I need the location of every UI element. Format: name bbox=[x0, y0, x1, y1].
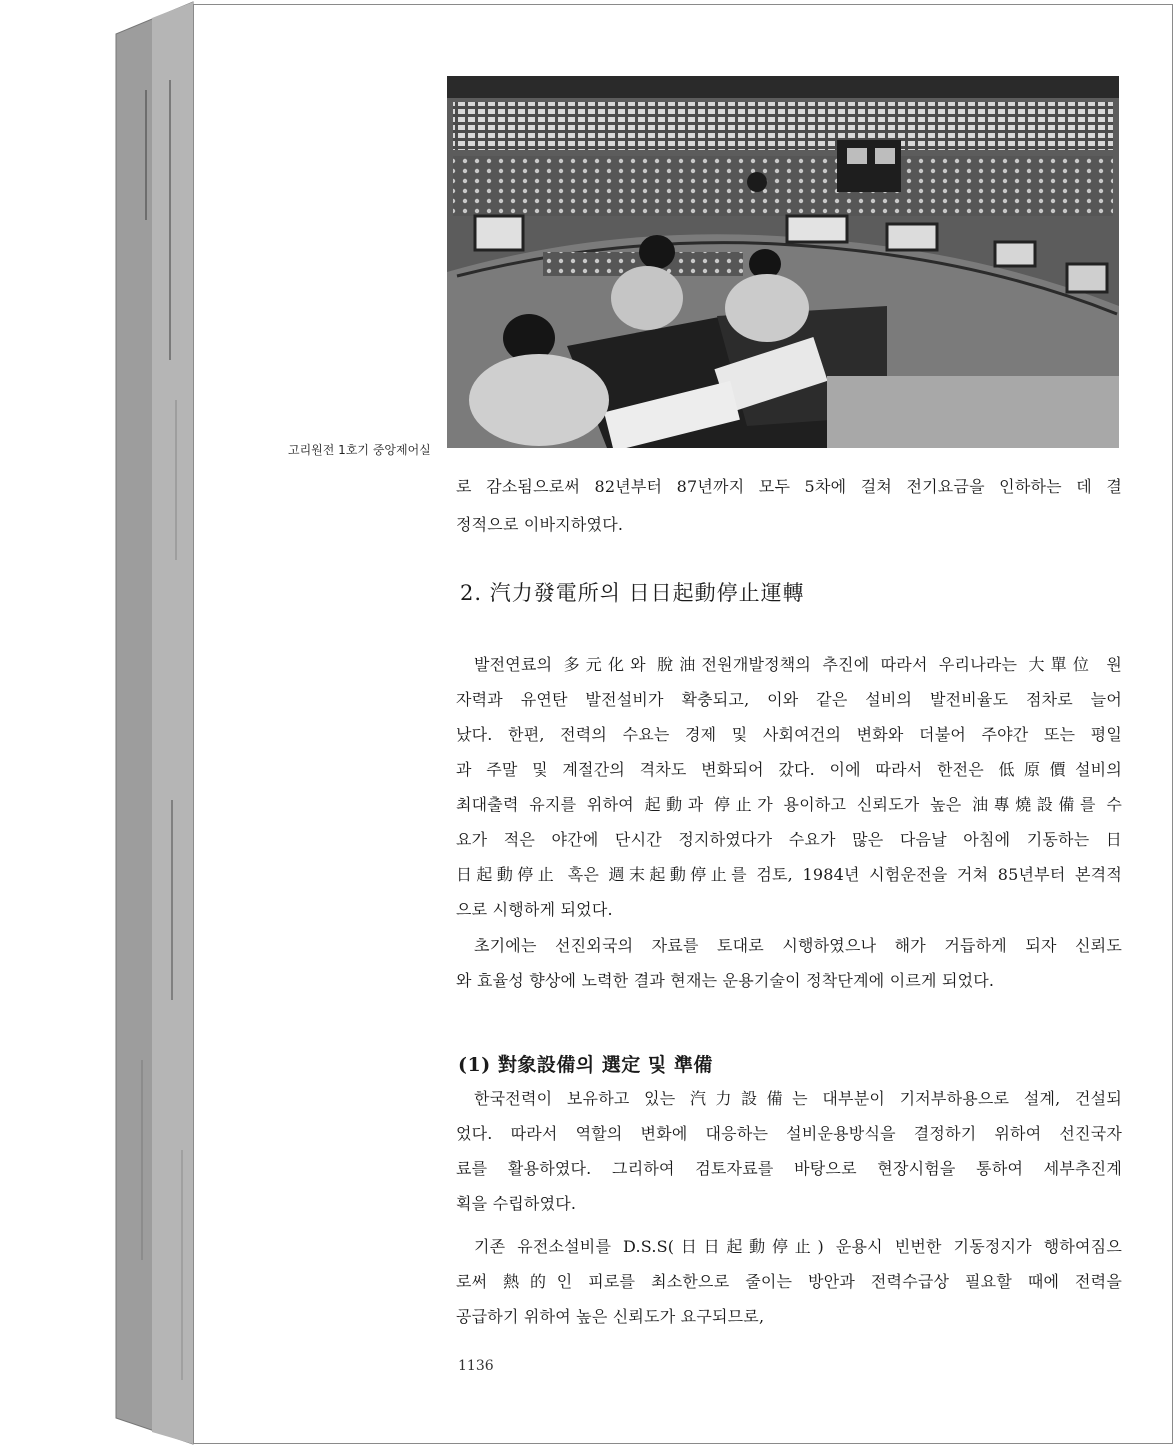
paragraph-line: 기존 유전소설비를 D.S.S(日日起動停止) 운용시 빈번한 기동정지가 행하여짐으 bbox=[474, 1237, 1122, 1256]
paragraph-line: 자력과 유연탄 발전설비가 확충되고, 이와 같은 설비의 발전비율도 점차로 늘어 bbox=[456, 690, 1122, 709]
paragraph-line: 로써 熱的인 피로를 최소한으로 줄이는 방안과 전력수급상 필요할 때에 전력을 bbox=[456, 1272, 1122, 1291]
paragraph-line: 최대출력 유지를 위하여 起動과 停止가 용이하고 신뢰도가 높은 油專燒設備를 수 bbox=[456, 795, 1122, 814]
book-page-edges bbox=[112, 0, 196, 1446]
paragraph-line: 료를 활용하였다. 그리하여 검토자료를 바탕으로 현장시험을 통하여 세부추진계 bbox=[456, 1159, 1122, 1178]
section-title: 2. 汽力發電所의 日日起動停止運轉 bbox=[460, 581, 805, 605]
page-number: 1136 bbox=[458, 1358, 494, 1374]
paragraph-line: 과 주말 및 계절간의 격차도 변화되어 갔다. 이에 따라서 한전은 低原價설비의 bbox=[456, 760, 1122, 779]
paragraph-line: 한국전력이 보유하고 있는 汽力設備는 대부분이 기저부하용으로 설계, 건설되 bbox=[474, 1089, 1122, 1108]
control-room-illustration bbox=[447, 76, 1119, 448]
paragraph-line: 었다. 따라서 역할의 변화에 대응하는 설비운용방식을 결정하기 위하여 선진국자 bbox=[456, 1124, 1122, 1143]
paragraph-line: 획을 수립하였다. bbox=[456, 1194, 577, 1213]
paragraph-line: 발전연료의 多元化와 脫油전원개발정책의 추진에 따라서 우리나라는 大單位 원 bbox=[474, 655, 1122, 674]
paragraph-line: 日起動停止 혹은 週末起動停止를 검토, 1984년 시험운전을 거쳐 85년부터 본격적 bbox=[456, 865, 1122, 884]
intro-line: 정적으로 이바지하였다. bbox=[456, 515, 624, 534]
paragraph-line: 으로 시행하게 되었다. bbox=[456, 900, 613, 919]
paragraph-line: 요가 적은 야간에 단시간 정지하였다가 수요가 많은 다음날 아침에 기동하는 日 bbox=[456, 830, 1122, 849]
control-room-photo bbox=[447, 76, 1119, 448]
photo-caption: 고리원전 1호기 중앙제어실 bbox=[288, 443, 431, 457]
paragraph-line: 났다. 한편, 전력의 수요는 경제 및 사회여건의 변화와 더불어 주야간 또는 평일 bbox=[456, 725, 1122, 744]
intro-line: 로 감소됨으로써 82년부터 87년까지 모두 5차에 걸쳐 전기요금을 인하하는 데 결 bbox=[456, 477, 1122, 496]
subsection-title: (1) 對象設備의 選定 및 準備 bbox=[458, 1054, 713, 1076]
paragraph-line: 초기에는 선진외국의 자료를 토대로 시행하였으나 해가 거듭하게 되자 신뢰도 bbox=[474, 936, 1122, 955]
paragraph-line: 와 효율성 향상에 노력한 결과 현재는 운용기술이 정착단계에 이르게 되었다. bbox=[456, 971, 995, 990]
paragraph-line: 공급하기 위하여 높은 신뢰도가 요구되므로, bbox=[456, 1307, 765, 1326]
